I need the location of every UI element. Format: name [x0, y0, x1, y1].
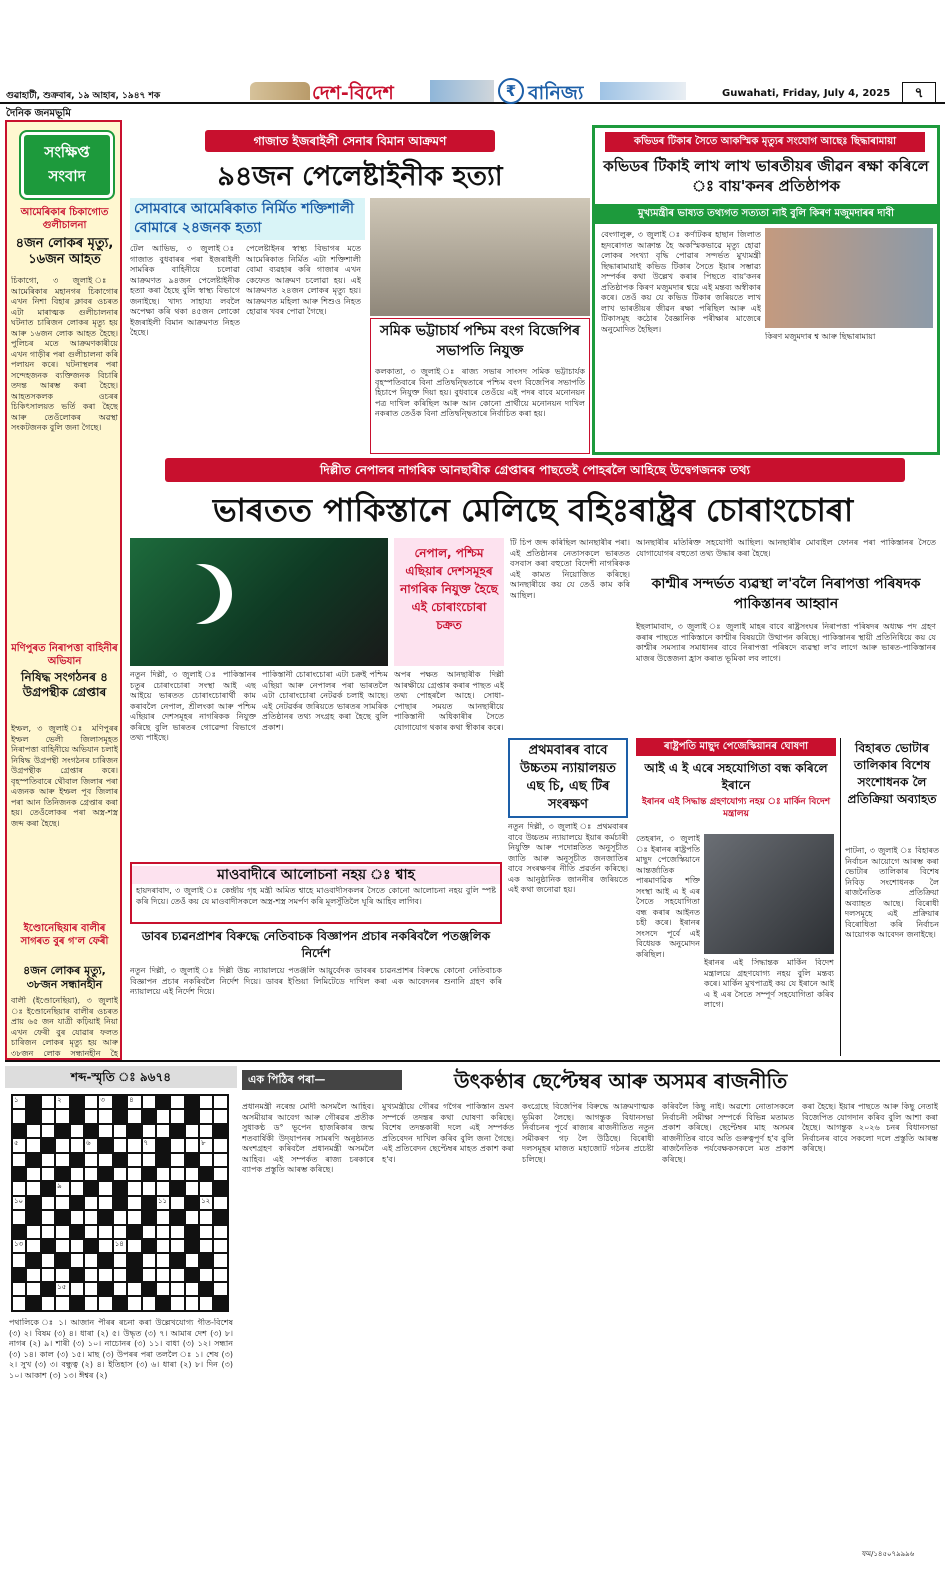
covid-body: বেংগালুৰু, ৩ জুলাই ঃ কৰ্ণাটকৰ হাছান জিলাত হৃদৰোগত আক্ৰান্ত হৈ অকস্মিকভাৱে মৃত্যু হোৱা লোকৰ সংখ্যা বৃদ্ধি পোৱাৰ সন্দৰ্ভত মুখ্যমন্ত্ৰী ছিদ্ধাৰামায়াই কভিড টিকাৰ সৈতে ইয়াৰ সম্ভাৱ্য সম্পৰ্কৰ কথা উল্লেখ কৰাৰ পিছতে বায়'কনৰ প্ৰতিষ্ঠাপক কিৰণ মজুমদাৰ শ্বয়ে এই মন্তব্য অস্বীকাৰ কৰে। তেওঁ কয় যে কভিড টিকাৰ জৰিয়তে লাখ লাখ ভাৰতীয়ৰ জীৱন ৰক্ষা পৰিছিল আৰু এই টিকাসমূহ কঠোৰ বৈজ্ঞানিক পৰীক্ষাৰ মাজেৰে অনুমোদিত হৈছিল।: [601, 230, 761, 334]
sidebar: [5, 120, 122, 1060]
gaza-photo: [370, 198, 590, 316]
gaza-subhead: সোমবাৰে আমেৰিকাত নিৰ্মিত শক্তিশালী বোমাৰে ২৪জনক হত্যা: [130, 198, 365, 240]
banner-photo: [130, 538, 388, 666]
banner-body-col1: নতুন দিল্লী, ৩ জুলাই ঃ পাকিস্তানৰ চতুৰ চোৰাংচোৰা সংস্থা আই এছ আইয়ে ভাৰতত চোৰাংচোৰাৰ্থী কাম কৰাবলৈ নেপাল, শ্ৰীলংকা আৰু পশ্চিম এছিয়াৰ দেশসমূহৰ নাগৰিকক নিযুক্ত কৰিছে বুলি ভাৰতৰ গোৱেন্দা বিভাগে তথ্য পাইছে।: [130, 670, 256, 742]
banner-quote: নেপাল, পশ্চিম এছিয়াৰ দেশসমূহৰ নাগৰিক নিযুক্ত হৈছে এই চোৰাংচোৰা চক্ৰত: [394, 538, 504, 666]
story2-body: ইম্ফল, ৩ জুলাই ঃ মণিপুৰৰ ইম্ফল ভেলী জিলাসমূহত নিৰাপত্তা বাহিনীয়ে অভিযান চলাই নিষিদ্ধ উগ্ৰপন্থী সংগঠনৰ চাৰিজন উগ্ৰপন্থীক গ্ৰেপ্তাৰ কৰে। বৃহস্পতিবাৰে থৌবাল জিলাৰ পৰা এজনক আৰু ইম্ফল পূব জিলাৰ পৰা আন তিনিজনক গ্ৰেপ্তাৰ কৰা হয়। তেওঁলোকৰ পৰা অস্ত্ৰ-শস্ত্ৰ জব্দ কৰা হৈছে।: [11, 724, 118, 828]
bjp-box: [370, 318, 590, 454]
gaza-headline: ৯৪জন পেলেষ্টাইনীক হত্যা: [217, 161, 503, 192]
skyline-icon: [600, 82, 686, 100]
crescent-icon: [160, 564, 220, 624]
covid-headline: কভিডৰ টিকাই লাখ লাখ ভাৰতীয়ৰ জীৱন ৰক্ষা কৰিলে ঃ বায়'কনৰ প্ৰতিষ্ঠাপক: [603, 157, 929, 195]
badge-line1: সংক্ষিপ্ত: [44, 143, 90, 161]
banner-headline: ভাৰতত পাকিস্তানে মেলিছে বহিঃৰাষ্ট্ৰৰ চোৰাংচোৰা: [212, 491, 854, 529]
header-rule: [0, 102, 945, 104]
banner-body-col2: পাকিস্তানী চোৰাংচোৰা এটা চক্ৰই পশ্চিম এছিয়া আৰু নেপালৰ পৰা ভাৰতলৈ এটা চোৰাংচোৰা নেটৱৰ্ক চলাই আছে। এই নেটৱৰ্কৰ জৰিয়তে ভাৰতৰ সামৰিক প্ৰতিষ্ঠানৰ তথ্য সংগ্ৰহ কৰা হৈছে বুলি প্ৰকাশ।: [262, 670, 388, 732]
left-date: গুৱাহাটী, শুক্ৰবাৰ, ১৯ আহাৰ, ১৯৪৭ শক: [6, 91, 161, 101]
iran-headline: আই এ ই এৰে সহযোগিতা বন্ধ কৰিলে ইৰানে: [644, 761, 828, 792]
gaza-kicker: গাজাত ইজৰাইলী সেনাৰ বিমান আক্ৰমণ: [205, 130, 495, 152]
editorial-footer: ফম/১৪৫০৭৯৯৯৬: [862, 1550, 915, 1558]
bjp-body: কলকাতা, ৩ জুলাই ঃ ৰাজ্য সভাৰ সাংসদ সমিক ভট্টাচাৰ্যক বৃহস্পতিবাৰে বিনা প্ৰতিদ্বন্দ্বিতাৰে পশ্চিম বংগ বিজেপিৰ সভাপতি হিচাপে নিযুক্ত দিয়া হয়। বুধবাৰে তেওঁয়ে এই পদৰ বাবে মনোনয়ন পত্ৰ দাখিল কৰিছিল আৰু আন কোনো প্ৰাৰ্থীয়ে মনোনয়ন দাখিল নকৰাত তেওঁক বিনা প্ৰতিদ্বন্দ্বিতাৰে নিৰ্বাচিত কৰা হয়।: [375, 367, 585, 418]
editorial-headline: উৎকণ্ঠাৰ ছেপ্টেম্বৰ আৰু অসমৰ ৰাজনীতি: [454, 1069, 788, 1093]
editorial-col2: মুখ্যমন্ত্ৰীয়ে গৌৰৱ গগৈৰ পাকিস্তান ভ্ৰমণ সম্পৰ্কে তদন্তৰ কথা ঘোষণা কৰিছে। বিশেষ তদন্তকাৰী দলে এই সম্পৰ্কত প্ৰতিবেদন দাখিল কৰিব বুলি জনা গৈছে। এই প্ৰতিবেদন ছেপ্টেম্বৰ মাহত প্ৰকাশ কৰা হ'ব।: [382, 1102, 514, 1164]
parliament-icon: [250, 82, 310, 100]
covid-kicker: কভিডৰ টিকাৰ সৈতে আকস্মিক মৃত্যুৰ সংযোগ আছেঃ ছিদ্ধাৰামায়া: [605, 132, 925, 152]
story2-kicker: মণিপুৰত নিৰাপত্তা বাহিনীৰ অভিযান: [11, 643, 118, 667]
maoist-headline: মাওবাদীৰে আলোচনা নহয় ঃ শ্বাহ: [132, 866, 500, 884]
crossword: [5, 1066, 237, 1566]
rupee-icon: ₹: [498, 78, 524, 104]
covid-caption: কিৰণ মজুমদাৰ শ্ব আৰু ছিদ্ধাৰামায়া: [765, 332, 876, 341]
banner-body-col5: আনছাৰীৰ মতিৰিক্ত সহযোগী আছিল। আনছাৰীৰ মোবাইল ফোনৰ পৰা পাকিস্তানৰ সৈতে যোগাযোগৰ বহুতো তথ্য উদ্ধাৰ কৰা হৈছে।: [636, 538, 936, 558]
editorial: [242, 1066, 940, 1566]
covid-photo: [765, 228, 933, 328]
maoist-body: হায়দৰাবাদ, ৩ জুলাই ঃ কেন্দ্ৰীয় গৃহ মন্ত্ৰী অমিত শ্বাহে মাওবাদীসকলৰ সৈতে কোনো আলোচনা নহয় বুলি স্পষ্ট কৰি দিয়ে। তেওঁ কয় যে মাওবাদীসকলে অস্ত্ৰ-শস্ত্ৰ সমৰ্পণ কৰি মূলসুঁতিলৈ ঘূৰি আহিব লাগিব।: [136, 886, 496, 906]
story3-headline: ৪জন লোকৰ মৃত্যু, ৩৮জন সন্ধানহীন: [23, 964, 106, 991]
bihar-box: [840, 738, 940, 1056]
bihar-headline: বিহাৰত ভোটাৰ তালিকাৰ বিশেষ সংশোধনক লৈ প্ৰতিক্ৰিয়া অব্যাহত: [847, 741, 937, 806]
right-date: Guwahati, Friday, July 4, 2025: [722, 88, 891, 99]
gaza-body-col2: পেলেষ্টাইনৰ স্বাস্থ্য বিভাগৰ মতে আমেৰিকাত নিৰ্মিত এটা শক্তিশালী বোমা ব্যৱহাৰ কৰি গাজাৰ এখন কেফেত আক্ৰমণ চলোৱা হয়। এই আক্ৰমণত ২৪জন লোকৰ মৃত্যু হয়। আক্ৰমণত মহিলা আৰু শিশুও নিহত হোৱাৰ খবৰ পোৱা গৈছে।: [246, 244, 361, 316]
crossword-clues: পথালিকে ঃ ১। আজান পীৰৰ ৰচনা কৰা উল্লেখযোগ্য গীত-বিশেষ (৩) ২। বিষম (৩) ৪। ধাৰা (২) ৫। উদ্ধৃত (৩) ৭। আমাৰ দেশ (৩) ৮। নাগৰ (২) ৯। শাৰী (৩) ১০। নাচোনৰ (৩) ১১। বাধা (৩) ১২। সন্ধান (৩) ১৪। কাল (৩) ১৫। মাছ (৩) উপৰৰ পৰা তললৈ ঃ ১। শেষ (৩) ২। সুখ (৩) ৩। বন্ধুত্ব (২) ৪। ইতিহাস (৩) ৬। ধাৰা (২) ৮। দিন (৩) ১০। আকাশ (৩) ১৩। ঈশ্বৰ (২): [9, 1318, 233, 1380]
story3-body: বালী (ইণ্ডোনেছিয়া), ৩ জুলাই ঃ ইণ্ডোনেছিয়াৰ বালীৰ ওচৰত প্ৰায় ৬৫ জন যাত্ৰী কঢ়িয়াই নিয়া এখন ফেৰী বুৰ যোৱাৰ ফলত চাৰিজন লোকৰ মৃত্যু হয় আৰু ৩৮জন লোক সন্ধানহীন হৈ: [11, 996, 118, 1058]
masthead: [0, 0, 945, 119]
gaza-body-col1: টেল আভিভ, ৩ জুলাই ঃ গাজাত বুধবাৰৰ পৰা ইজৰাইলী সামৰিক বাহিনীয়ে চলোৱা আক্ৰমণত ৯৪জন পেলেষ্টাইনীক হত্যা কৰা হৈছে বুলি স্বাস্থ্য বিভাগে জনাইছে। খাদ্য সাহায্য লবলৈ অপেক্ষা কৰি থকা ৪৫জন লোকো ইজৰাইলী বিমান আক্ৰমণত নিহত হৈছে।: [130, 244, 240, 337]
section-title-1: দেশ-বিদেশ: [312, 82, 394, 104]
iran-photo: [704, 834, 834, 954]
story1-headline: ৪জন লোকৰ মৃত্যু, ১৬জন আহত: [15, 236, 114, 267]
banner-body-col3: অপৰ পক্ষত আনছাৰীক দিল্লী আৰক্ষীয়ে গ্ৰেপ্তাৰ কৰাৰ পাছত এই তথ্য পোহৰলৈ আহে। সোধা-পোছাৰ সময়ত আনছাৰীয়ে পাকিস্তানী অধিকাৰীৰ সৈতে যোগাযোগ থকাৰ কথা স্বীকাৰ কৰে।: [394, 670, 504, 732]
section-title-2: বানিজ্য: [528, 82, 584, 104]
kashmir-headline: কাশ্মীৰ সন্দৰ্ভত ব্যৱস্থা ল'বলৈ নিৰাপত্তা পৰিষদক পাকিস্তানৰ আহ্বান: [651, 576, 921, 612]
crossword-grid[interactable]: ১ ২ ৩ ৪ ৫ ৬ ৭ ৮ ৯ ১০ ১১ ১২ ১৩ ১৪ ১৫: [11, 1094, 229, 1312]
editorial-kicker: এক পিঠিৰ পৰা—: [242, 1070, 402, 1090]
story1-kicker: আমেৰিকাৰ চিকাগোত গুলীচালনা: [20, 207, 109, 231]
badge-line2: সংবাদ: [48, 167, 86, 185]
story3-kicker: ইণ্ডোনেছিয়াৰ বালীৰ সাগৰত বুৰ গ'ল ফেৰী: [20, 923, 109, 947]
court-headline: প্ৰথমবাৰৰ বাবে উচ্চতম ন্যায়ালয়ত এছ চি, এছ টিৰ সংৰক্ষণ: [508, 738, 628, 818]
banner-body-col4: টি চিপ জব্দ কৰিছিল আনছাৰীৰ পৰা। এই প্ৰতিষ্ঠানৰ নেতাসকলে ভাৰতত বসবাস কৰা বহুতো বিদেশী নাগৰিকক এই কামত নিয়োজিত কৰিছে। আনছাৰীয়ে কয় যে তেওঁ কাম কৰি আছিল।: [510, 538, 630, 600]
editorial-col4: কৰিবলৈ কিছু নাই। অৱশ্যে নোতাসকলে নিৰ্বাচনী সমীক্ষা সম্পৰ্কে বিভিন্ন মতামত প্ৰকাশ কৰিছে। ছেপ্টেম্বৰ মাহ অসমৰ ৰাজনীতিৰ বাবে অতি গুৰুত্বপূৰ্ণ হ'ব বুলি ৰাজনৈতিক পৰ্যবেক্ষকসকলে মত প্ৰকাশ কৰিছে।: [662, 1102, 794, 1164]
maoist-box: [130, 862, 502, 924]
iran-body-col1: তেহৰান, ৩ জুলাই ঃ ইৰানৰ ৰাষ্ট্ৰপতি মাছুদ পেজেস্কিয়ানে আন্তৰ্জাতিক পাৰমাণৱিক শক্তি সংস্থা আই এ ই এৰ সৈতে সহযোগিতা বন্ধ কৰাৰ আইনত চহী কৰে। ইৰানৰ সংসদে পূৰ্বে এই বিধেয়ক অনুমোদন কৰিছিল।: [636, 834, 700, 959]
bjp-headline: সমিক ভট্টাচাৰ্য পশ্চিম বংগ বিজেপিৰ সভাপতি নিযুক্ত: [379, 323, 581, 359]
iran-kicker: ৰাষ্ট্ৰপতি মাছুদ পেজেস্কিয়ানৰ ঘোষণা: [636, 738, 836, 756]
page-number: ৭: [902, 82, 936, 104]
covid-box: [592, 125, 940, 455]
iran-body-col2: ইৰানৰ এই সিদ্ধান্তক মাৰ্কিন বিদেশ মন্ত্ৰালয়ে গ্ৰহণযোগ্য নহয় বুলি মন্তব্য কৰে। মাৰ্কিন মুখপাত্ৰই কয় যে ইৰানে আই এ ই এৰ সৈতে সম্পূৰ্ণ সহযোগিতা কৰিব লাগে।: [704, 958, 834, 1009]
crossword-title: শব্দ-স্মৃতি ঃ ৯৬৭৪: [5, 1066, 237, 1088]
editorial-col1: প্ৰধানমন্ত্ৰী নৰেন্দ্ৰ মোদী অসমলৈ আহিব। অসমীয়াৰ আবেগ আৰু গৌৰৱৰ প্ৰতীক সুধাকণ্ঠ ড° ভূপেন হাজৰিকাৰ জন্ম শতবাৰ্ষিকী উদ্‌যাপনৰ সামৰণি অনুষ্ঠানত অংশগ্ৰহণ কৰিবলৈ প্ৰধানমন্ত্ৰী অসমলৈ আহিব। এই সম্পৰ্কত ৰাজ্য চৰকাৰে ব্যাপক প্ৰস্তুতি আৰম্ভ কৰিছে।: [242, 1102, 374, 1174]
bottom-divider: [5, 1060, 940, 1062]
bihar-body: পাটনা, ৩ জুলাই ঃ বিহাৰত নিৰ্বাচন আয়োগে আৰম্ভ কৰা ভোটাৰ তালিকাৰ বিশেষ নিবিড় সংশোধনক লৈ ৰাজনৈতিক প্ৰতিক্ৰিয়া অব্যাহত আছে। বিৰোধী দলসমূহে এই প্ৰক্ৰিয়াৰ বিৰোধিতা কৰি নিৰ্বাচন আয়োগক আবেদন জনাইছে।: [845, 846, 939, 939]
sidebar-badge: [21, 132, 113, 198]
kashmir-body: ইছলামাবাদ, ৩ জুলাই ঃ জুলাই মাহৰ বাবে ৰাষ্ট্ৰসংঘৰ নিৰাপত্তা পৰিষদৰ অধ্যক্ষ পদ গ্ৰহণ কৰাৰ পাছতে পাকিস্তানে কাশ্মীৰ বিষয়টো উত্থাপন কৰিছে। পাকিস্তানৰ স্থায়ী প্ৰতিনিধিয়ে কয় যে কাশ্মীৰ সমস্যাৰ সমাধানৰ বাবে নিৰাপত্তা পৰিষদে ব্যৱস্থা ল'ব লাগে আৰু ভাৰত-পাকিস্তানৰ মাজৰ উত্তেজনা হ্ৰাস কৰাত ভূমিকা লব লাগে।: [636, 622, 936, 663]
covid-subhead: মুখ্যমন্ত্ৰীৰ ভাষ্যত তথ্যগত সত্যতা নাই বুলি কিৰণ মজুমদাৰৰ দাবী: [595, 204, 937, 224]
court-box: [508, 738, 628, 1056]
story2-headline: নিষিদ্ধ সংগঠনৰ ৪ উগ্ৰপন্থীক গ্ৰেপ্তাৰ: [21, 670, 108, 699]
section-banner: [250, 80, 690, 102]
iran-subhead: ইৰানৰ এই সিদ্ধান্ত গ্ৰহণযোগ্য নহয় ঃ মাৰ্কিন বিদেশ মন্ত্ৰালয়: [641, 797, 831, 819]
editorial-col3: কংগ্ৰেছে বিজেপিৰ বিৰুদ্ধে আক্ৰমণাত্মক ভূমিকা লৈছে। আগন্তুক বিধানসভা নিৰ্বাচনৰ পূৰ্বে ৰাজ্যৰ ৰাজনীতিত নতুন সমীকৰণ গঢ় লৈ উঠিছে। বিৰোধী দলসমূহৰ মাজত মহাজোট গঠনৰ প্ৰচেষ্টা চলিছে।: [522, 1102, 654, 1164]
court-body: নতুন দিল্লী, ৩ জুলাই ঃ প্ৰথমবাৰৰ বাবে উচ্চতম ন্যায়ালয়ে ইয়াৰ কৰ্মচাৰী নিযুক্তি আৰু পদোন্নতিত অনুসূচীত জাতি আৰু অনুসূচীত জনজাতিৰ বাবে সংৰক্ষণৰ নীতি প্ৰৱৰ্তন কৰিছে। এক আনুষ্ঠানিক জাননীৰ জৰিয়তে এই কথা জনোৱা হয়।: [508, 822, 628, 894]
patanjali-headline: ডাবৰ চ্যৱনপ্ৰাশৰ বিৰুদ্ধে নেতিবাচক বিজ্ঞাপন প্ৰচাৰ নকৰিবলৈ পতঞ্জলিক নিৰ্দেশ: [141, 929, 491, 960]
banner-kicker: দিল্লীত নেপালৰ নাগৰিক আনছাৰীক গ্ৰেপ্তাৰৰ পাছতেই পোহৰলৈ আহিছে উদ্বেগজনক তথ্য: [165, 458, 905, 482]
paper-name: দৈনিক জনমভূমি: [6, 108, 71, 119]
globe-icon: [430, 80, 494, 102]
story1-body: চিকাগো, ৩ জুলাই ঃ আমেৰিকাৰ মহানগৰ চিকাগোৰ এখন নিশা বিহাৰ ক্লাবৰ ওচৰত এটা মাৰাত্মক গুলীচালনাৰ ঘটনাত চাৰিজন লোকৰ মৃত্যু হয় আৰু ১৬জন লোক আহত হৈছে। পুলিচৰ মতে আক্ৰমণকাৰীয়ে এখন গাড়ীৰ পৰা গুলীচালনা কৰি পলায়ন কৰে। ঘটনাস্থলৰ পৰা সন্দেহজনক ব্যক্তিজনক বিচাৰি তদন্ত আৰম্ভ কৰা হৈছে। আহতসকলক ওচৰৰ চিকিৎসালয়ত ভৰ্তি কৰা হৈছে আৰু তেওঁলোকৰ অৱস্থা সংকটজনক বুলি জনা গৈছে।: [11, 276, 118, 432]
editorial-col5: কৰা হৈছে। ইয়াৰ পাছতে আৰু কিছু নেতাই বিজেপিত যোগদান কৰিব বুলি আশা কৰা হৈছে। আগন্তুক ২০২৬ চনৰ বিধানসভা নিৰ্বাচনৰ বাবে সকলো দলে প্ৰস্তুতি আৰম্ভ কৰিছে।: [802, 1102, 938, 1153]
patanjali-body: নতুন দিল্লী, ৩ জুলাই ঃ দিল্লী উচ্চ ন্যায়ালয়ে পতঞ্জলি আয়ুৰ্বেদক ডাবৰৰ চ্যৱনপ্ৰাশৰ বিৰুদ্ধে কোনো নেতিবাচক বিজ্ঞাপন প্ৰচাৰ নকৰিবলৈ নিৰ্দেশ দিয়ে। ডাবৰ ইণ্ডিয়া লিমিটেডে দাখিল কৰা এক আবেদনৰ শুনানি গ্ৰহণ কৰি ন্যায়ালয়ে এই নিৰ্দেশ দিয়ে।: [130, 966, 502, 996]
